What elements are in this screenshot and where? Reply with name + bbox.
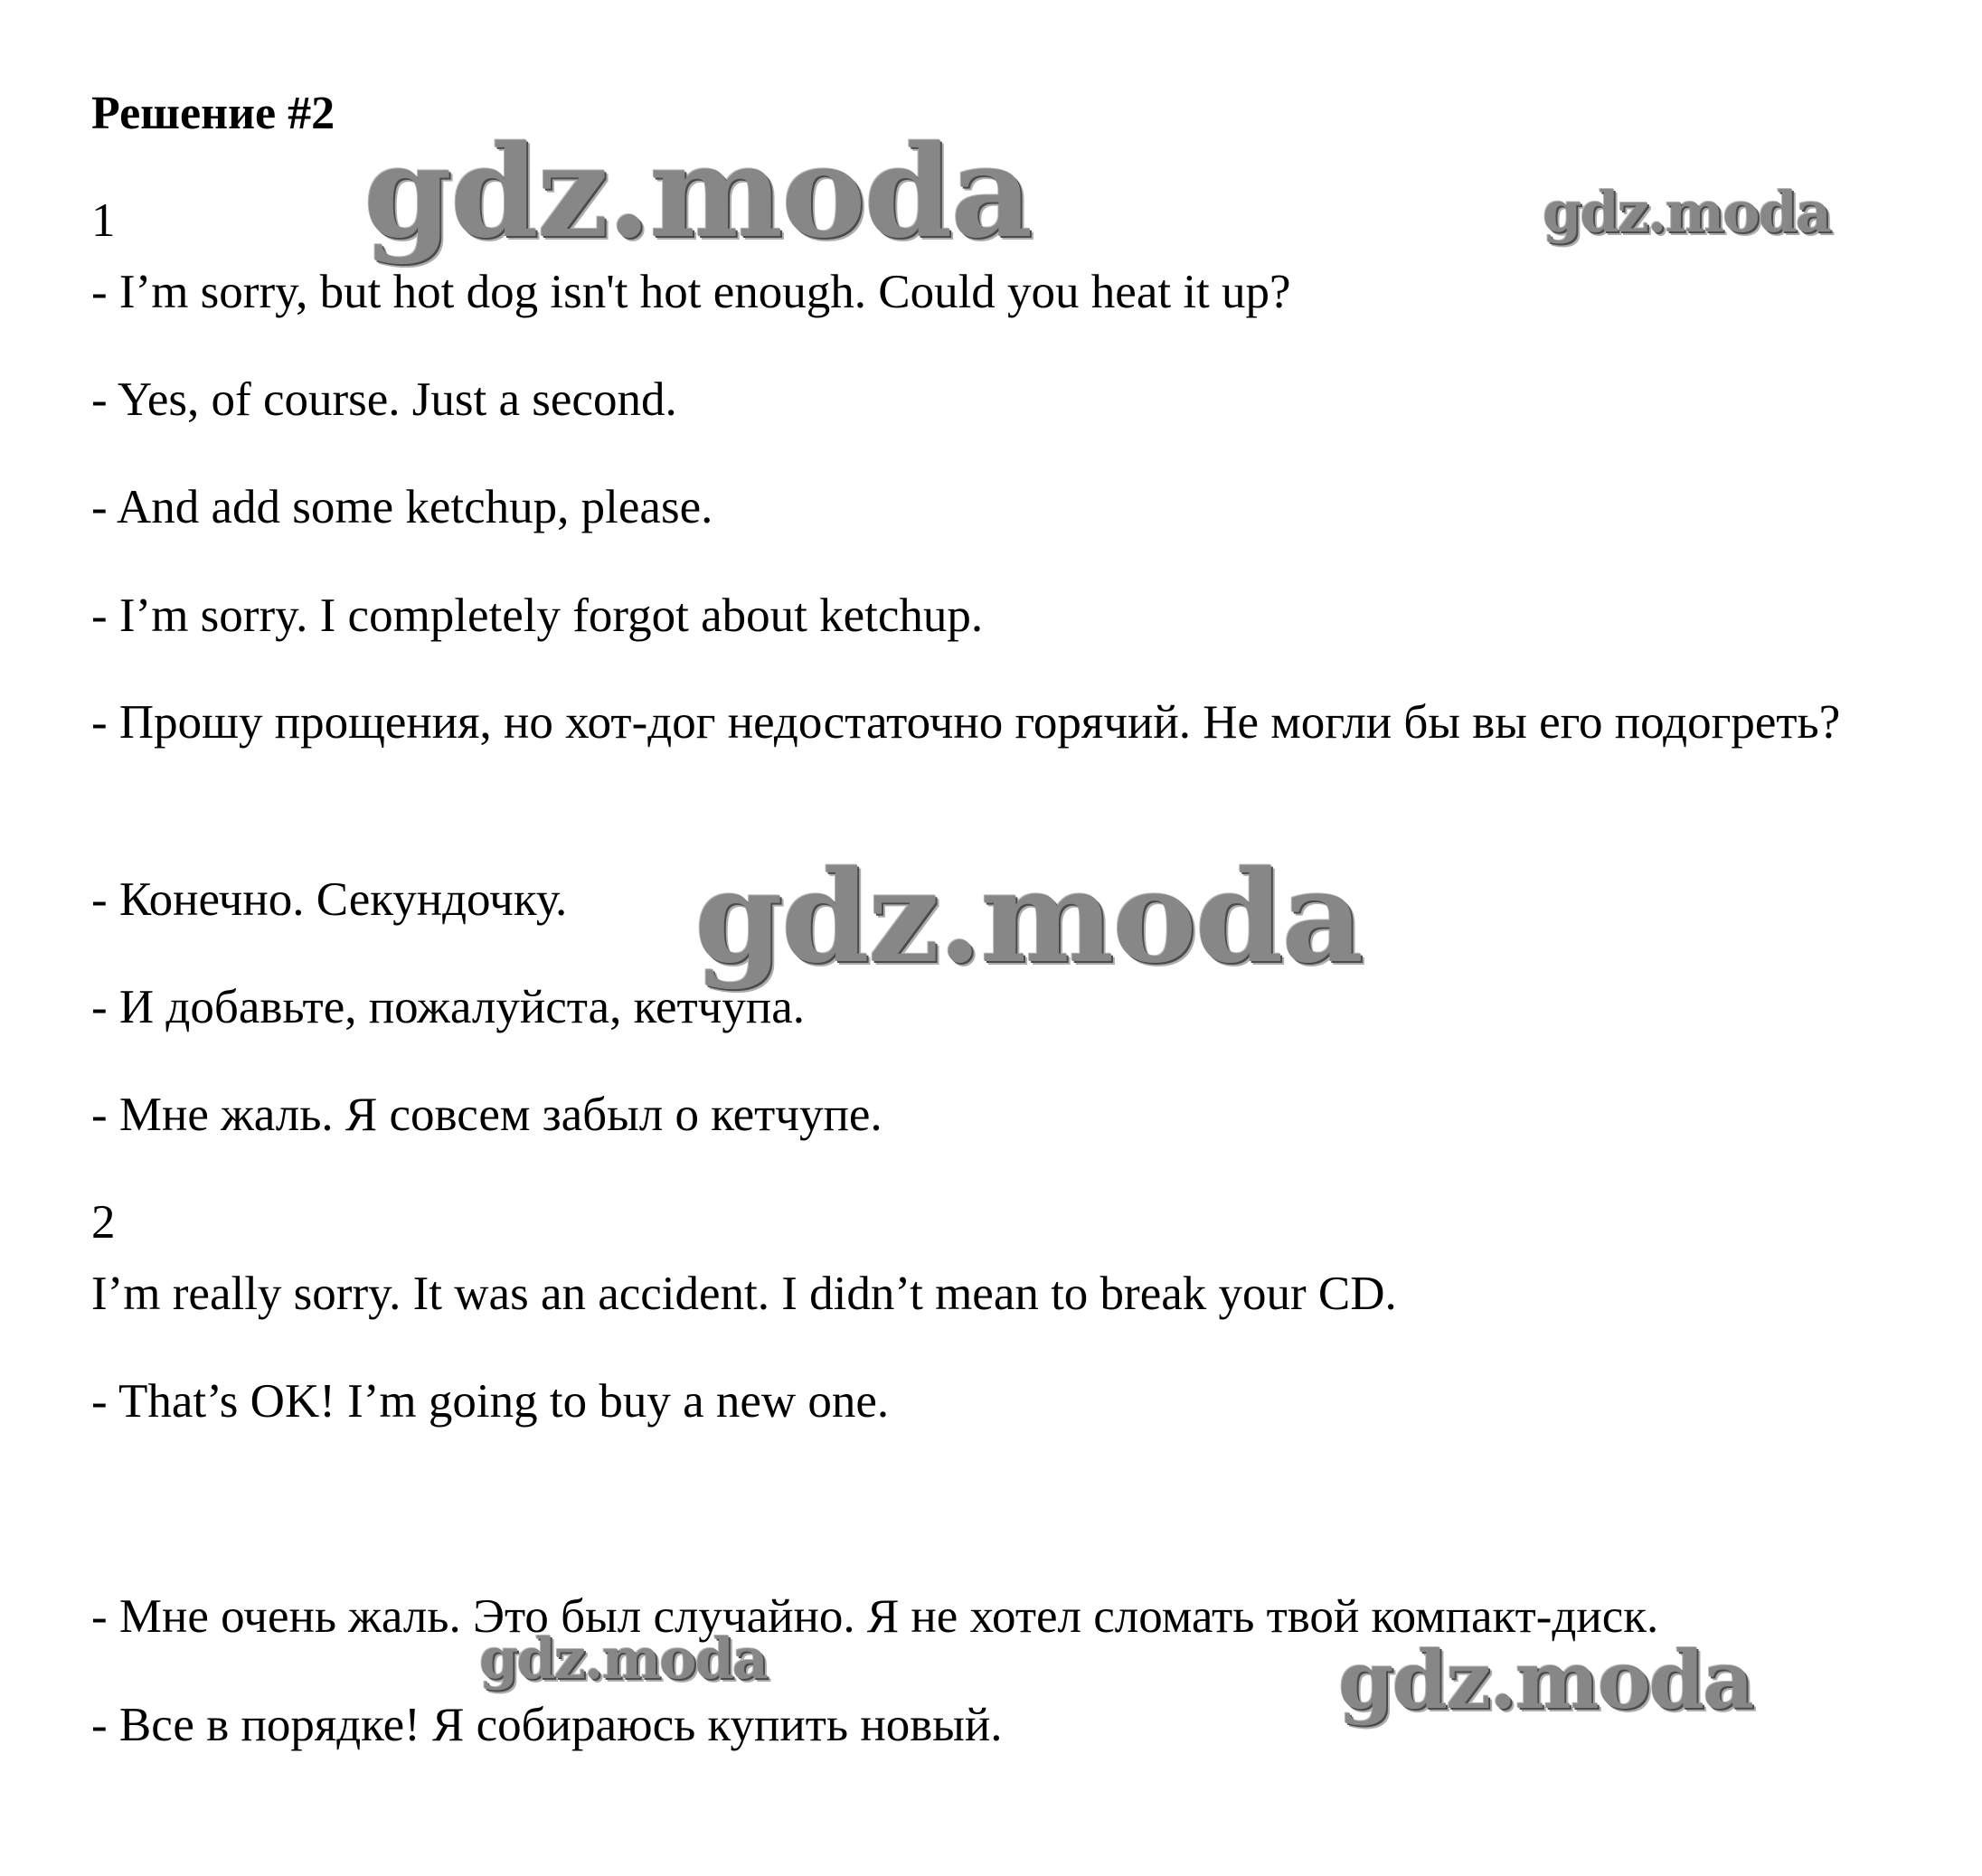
dialogue-line: - Все в порядке! Я собираюсь купить новый. [91,1699,1003,1751]
dialogue-line: - Мне жаль. Я совсем забыл о кетчупе. [91,1089,882,1141]
dialogue-line: - And add some ketchup, please. [91,481,713,533]
dialogue-line: - Мне очень жаль. Это был случайно. Я не хотел сломать твой компакт-диск. [91,1590,1659,1643]
dialogue-line: I’m really sorry. It was an accident. I didn’t mean to break your CD. [91,1268,1397,1320]
dialogue-line-translation: - Прошу прощения, но хот-дог недостаточно горячий. Не могли бы вы его подогреть? [91,696,1841,749]
dialogue-line: - Yes, of course. Just a second. [91,373,677,426]
watermark: gdz.moda [363,118,1032,267]
dialogue-line: - I’m sorry, but hot dog isn't hot enough. Could you heat it up? [91,266,1291,318]
watermark: gdz.moda [1543,179,1830,245]
dialogue-line: - И добавьте, пожалуйста, кетчупа. [91,981,805,1033]
section-number-1: 1 [91,194,116,247]
watermark: gdz.moda [1338,1633,1753,1727]
watermark: gdz.moda [479,1626,767,1692]
watermark: gdz.moda [694,844,1363,992]
dialogue-line: - That’s OK! I’m going to buy a new one. [91,1375,890,1428]
solution-title: Решение #2 [91,88,335,139]
dialogue-line: - I’m sorry. I completely forgot about ketchup. [91,589,984,642]
section-number-2: 2 [91,1196,116,1249]
dialogue-line: - Конечно. Секундочку. [91,873,568,926]
